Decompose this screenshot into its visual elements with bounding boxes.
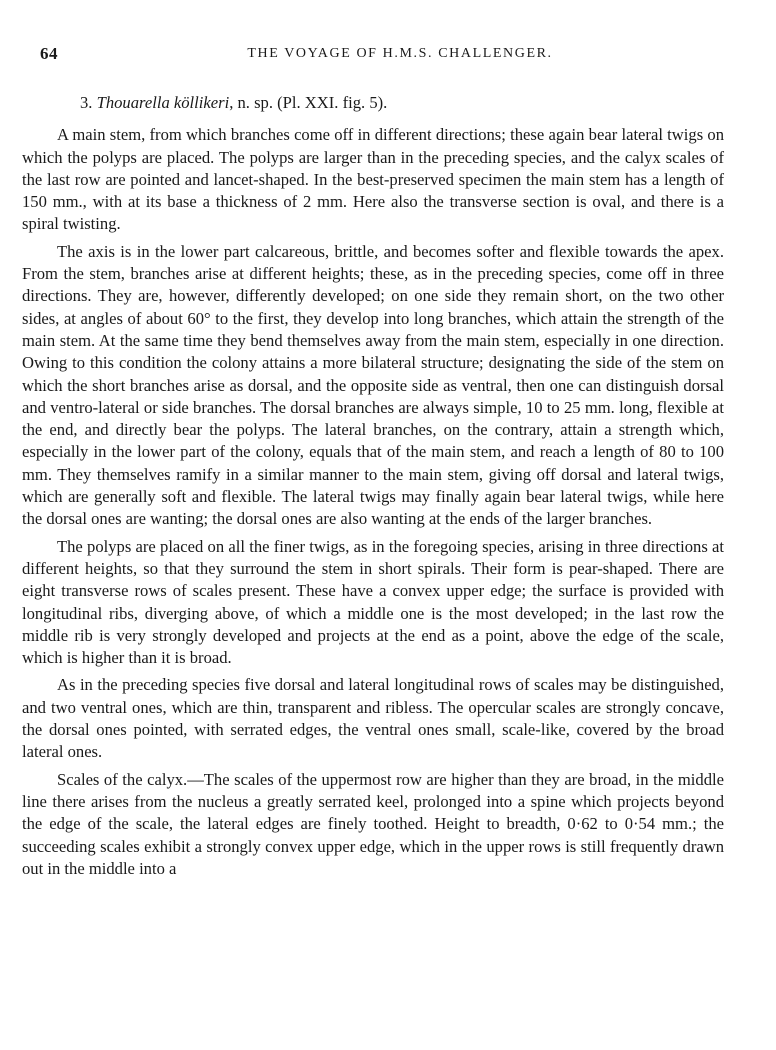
article-body (22, 92, 724, 882)
page-number: 64 (40, 44, 58, 63)
species-heading (22, 92, 724, 114)
species-reference: , n. sp. (Pl. XXI. fig. 5). (229, 93, 388, 112)
running-title: THE VOYAGE OF H.M.S. CHALLENGER. (247, 46, 553, 61)
paragraph-calyx-scales: Scales of the calyx.—The scales of the uppermost row are higher than they are broad, in the middle line there arises from the nucleus a greatly serrated keel, prolonged into a spine which projects beyond the edge of the scale, the lateral edges are finely toothed. Height to breadth, 0·62 to 0·54 mm.; the succeeding scales exhibit a strongly convex upper edge, which in the upper rows is still frequently drawn out in the middle into a (22, 769, 724, 878)
species-name: Thouarella köllikeri (96, 93, 230, 112)
paragraph-description: A main stem, from which branches come off in different directions; these again bear lateral twigs on which the polyps are placed. The polyps are larger than in the preceding species, and the calyx scales of the last row are pointed and lancet-shaped. In the best-preserved specimen the main stem has a length of 150 mm., with at its base a thickness of 2 mm. Here also the transverse section is oval, and there is a spiral twisting. (22, 125, 724, 234)
paragraph-polyps: The polyps are placed on all the finer twigs, as in the foregoing species, arising in three directions at different heights, so that they surround the stem in short spirals. Their form is pear-shaped. There are eight transverse rows of scales present. These have a convex upper edge; the surface is provided with longitudinal ribs, diverging above, of which a middle one is the most developed; in the last row the middle rib is very strongly developed and projects at the end as a point, above the edge of the scale, which is higher than it is broad. (22, 536, 724, 668)
species-number: 3. (80, 93, 93, 112)
paragraph-axis: The axis is in the lower part calcareous, brittle, and becomes softer and flexible towards the apex. From the stem, branches arise at different heights; these, as in the preceding species, come off in three directions. They are, however, differently developed; on one side they remain short, on the two other sides, at angles of about 60° to the first, they develop into long branches, which attain the strength of the main stem. At the same time they bend themselves away from the main stem, especially in one direction. Owing to this condition the colony attains a more bilateral structure; designating the side of the stem on which the short branches arise as dorsal, and the opposite side as ventral, then one can distinguish dorsal and ventro-lateral or side branches. The dorsal branches are always simple, 10 to 25 mm. long, flexible at the end, and directly bear the polyps. The lateral branches, on the contrary, attain a strength which, especially in the lower part of the colony, equals that of the main stem, and reach a length of 80 to 100 mm. They themselves ramify in a similar manner to the main stem, giving off dorsal and lateral twigs, which are generally soft and flexible. The lateral twigs may finally again bear lateral twigs, while here the dorsal ones are wanting; the dorsal ones are also wanting at the ends of the larger branches. (22, 241, 724, 529)
paragraph-scale-rows: As in the preceding species five dorsal and lateral longitudinal rows of scales may be distinguished, and two ventral ones, which are thin, transparent and ribless. The opercular scales are strongly concave, the dorsal ones pointed, with serrated edges, the ventral ones small, scale-like, covered by the broad lateral ones. (22, 675, 724, 762)
running-header (40, 44, 730, 68)
